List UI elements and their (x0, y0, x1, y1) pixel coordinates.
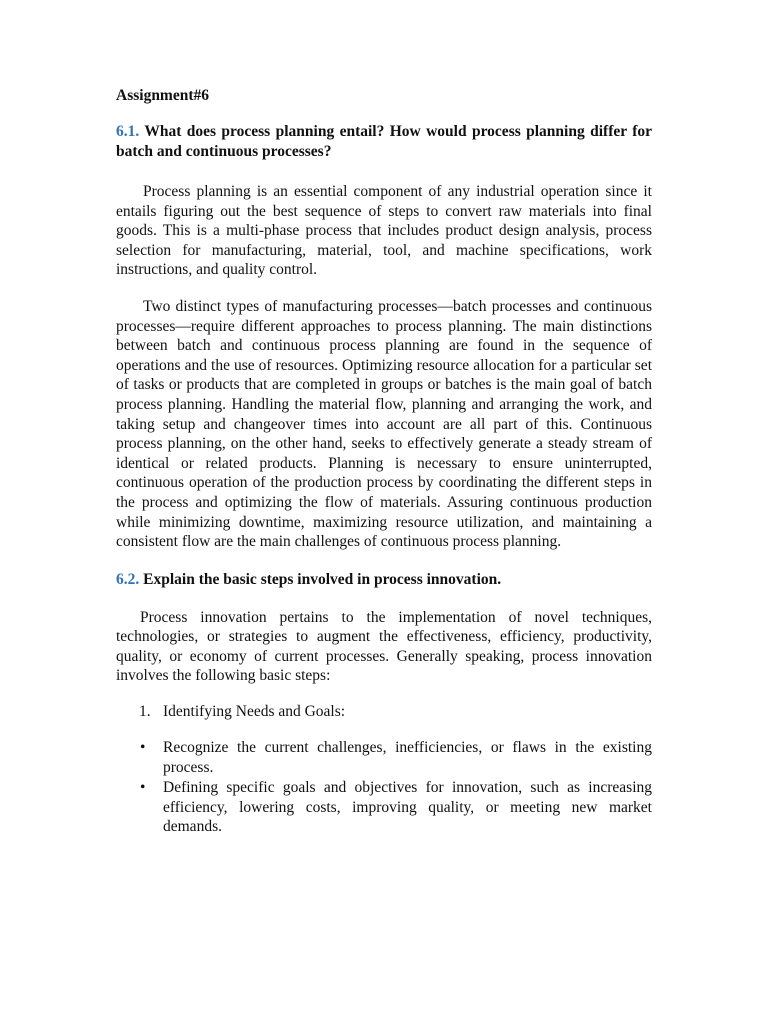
document-body (116, 86, 652, 838)
question-number: 6.1. (116, 123, 140, 140)
step-label: Identifying Needs and Goals: (163, 703, 346, 721)
list-item-text: Recognize the current challenges, inefficiencies, or flaws in the existing process. (163, 739, 652, 776)
numbered-step (116, 702, 652, 722)
paragraph: Process innovation pertains to the implementation of novel techniques, technologies, or strategies to augment the effectiveness, efficiency, productivity, quality, or economy of current processes. Generally speaking, process innovation involves the following basic steps: (116, 608, 652, 685)
question-text: What does process planning entail? How would process planning differ for batch and continuous processes? (116, 123, 652, 160)
question-6-1 (116, 122, 652, 162)
question-6-2 (116, 570, 652, 590)
page-title: Assignment#6 (116, 87, 210, 104)
list-item-text: Defining specific goals and objectives for innovation, such as increasing efficiency, lowering costs, improving quality, or meeting new market demands. (163, 779, 652, 836)
paragraph: Process planning is an essential component of any industrial operation since it entails figuring out the best sequence of steps to convert raw materials into final goods. This is a multi-phase process that includes product design analysis, process selection for manufacturing, material, tool, and machine specifications, work instructions, and quality control. (116, 183, 652, 279)
bullet-icon: • (140, 739, 146, 757)
list-item (116, 738, 652, 777)
bullet-icon: • (140, 779, 146, 797)
bullet-list (116, 738, 652, 837)
list-item (116, 778, 652, 837)
question-number: 6.2. (116, 570, 140, 588)
question-text: Explain the basic steps involved in process innovation. (143, 570, 502, 588)
step-number: 1. (139, 703, 151, 721)
paragraph: Two distinct types of manufacturing processes—batch processes and continuous processes—require different approaches to process planning. The main distinctions between batch and continuous process planning are found in the sequence of operations and the use of resources. Optimizing resource allocation for a particular set of tasks or products that are completed in groups or batches is the main goal of batch process planning. Handling the material flow, planning and arranging the work, and taking setup and changeover times into account are all part of this. Continuous process planning, on the other hand, seeks to effectively generate a steady stream of identical or related products. Planning is necessary to ensure uninterrupted, continuous operation of the production process by coordinating the different steps in the process and optimizing the flow of materials. Assuring continuous production while minimizing downtime, maximizing resource utilization, and maintaining a consistent flow are the main challenges of continuous process planning. (116, 297, 652, 551)
